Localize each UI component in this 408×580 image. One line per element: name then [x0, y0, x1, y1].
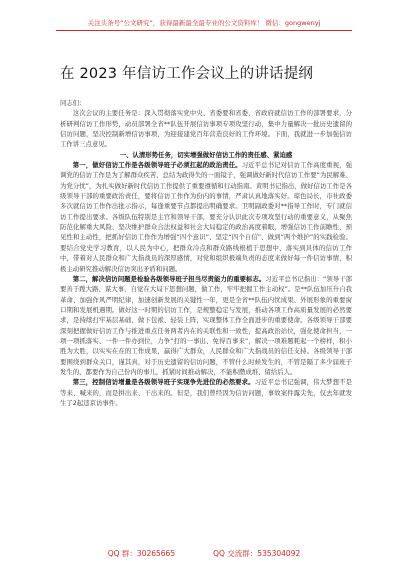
intro-paragraph: 这次会议的主要任务是：深入贯彻落实党中央、省委要和省委、省政府就信访工作的部署要求，分析研判信访工作形势，动员部署全省**队伍开展信访事项专项攻坚行动，集中力量解决一批历史遗留的信访问题，坚决控制新增信访事项，为迎接建党百年营造良好的工作环境。下面，我就进一步加强信访工作讲三点意见。	[60, 109, 352, 149]
paragraph-1-text: 习近平总书记对信访工作高度重视，强调党的信访工作是为了解群众疾苦、总结为政得失的一面镜子，强调做好新时代信访工作要“为民解难、为党分忧”，为扎实做好新时代信访工作提供了重要遵循和行动指南。黄明书记指出，做好信访工作是各级领导干部的重要政治责任，要将信访工作作为份内的事情，严肃认真地落实好。琼色局长，市社政委多次就信访工作作出批示指示，每逢重要节点都提出明确要求。卫明副政委对**指导工作时，专门就信访工作提出要求。各级队伍特别是主官和领导干部，要充分认识此次专项攻坚行动的重要意义，从聚焦防范化解重大风险、坚决维护群众合法权益和社会大局稳定的政治高度着眼，增强信访工作前瞻性、预见性和主动性，把抓好信访工作作为增强“四个意识”、坚定“四个自信”、做到“两个维护”的实践检验。要结合党史学习教育，以人民为中心，把群众冷点和群众路线根植于思想中、落实到具体的信访工作中，带着对人民群众和广大指战员的深厚感情，对党和组织极端负责的态度来做好每一件信访事情，积极主动研究推动解决信访突出矛盾和问题。	[60, 161, 353, 273]
salutation: 同志们：	[60, 99, 86, 107]
paragraph-2	[60, 274, 352, 377]
banner-divider	[56, 30, 352, 31]
section-heading-1: 一、认清形势任务，切实增强做好信访工作的责任感、紧迫感	[119, 150, 293, 159]
paragraph-2-text: 习近平总书记指出：“领导干部要善于蹚大路、谋大事，自觉在大局下思想问题，做工作，牢牢把握工作主动权”。是**队伍加压升自我革命、加强作风严明纪律，加速创新发展的关键性一年，更是全省**队伍内忧成果、外展形象的重要窗口期和发展机遇期。做好这一时期的信访工作，是规整稳定与发展，推动各项工作高质量发展的必然要求，是持续打牢基层基础、做下包袱、轻装上阵，实现整体工作全面进步的重要使命。各级领导干部要深刻把握做好信访工作与推进重点任务两者内在的关联性和一致性，提高政治站位，强化使命担当，一项一项抓落实、一件一件办到位，力争“打的一事出、免得百事来”，解决一项难题耗起一个榜样，积小胜为大胜，以实实在在的工作成果，赢得广大群众，人民群众和广大指战员的信任支持。各级领导干部要围绕到群众关口，谨其真，对于历史遗留的信访问题，不管什么时候发生的，不管是隔了多少届班子发生的，都要作为自己份内的事儿，抓紧时间推动解决，不能积攒成堆、留给后人。	[60, 274, 353, 376]
paragraph-3	[60, 377, 352, 408]
document-body	[60, 98, 352, 408]
promo-banner: 关注头条号“公文研究”，获得最新最全最专业的公文资料库！ 微信：gongwenyj	[87, 19, 321, 27]
document-title: 在 2023 年信访工作会议上的讲话提纲	[60, 66, 314, 82]
qq-chat-group-number: QQ 交流群：535304092	[213, 549, 301, 558]
paragraph-2-lead: 第二，解决信访问题是检验各级领导班子担当尽责能力的重要标志。	[72, 274, 266, 283]
paragraph-3-lead: 第三，控制信访增量是各级领导班子实现争先进位的必然要求。	[72, 378, 255, 387]
qq-group-number: QQ 群：30265665	[107, 549, 176, 558]
page-footer	[0, 548, 408, 559]
paragraph-3-text: 习近平总书记强调，伟大梦想不是等来、喊来的，而是拼出来、干出来的。但是，我们曾经因为信访问题，事故案件露尖先，仅去年就发生了2起违京访事件。	[60, 378, 352, 407]
paragraph-1-lead: 第一，做好信访工作是各级领导班子必须扛起的政治责任。	[72, 161, 242, 170]
paragraph-1	[60, 160, 352, 274]
